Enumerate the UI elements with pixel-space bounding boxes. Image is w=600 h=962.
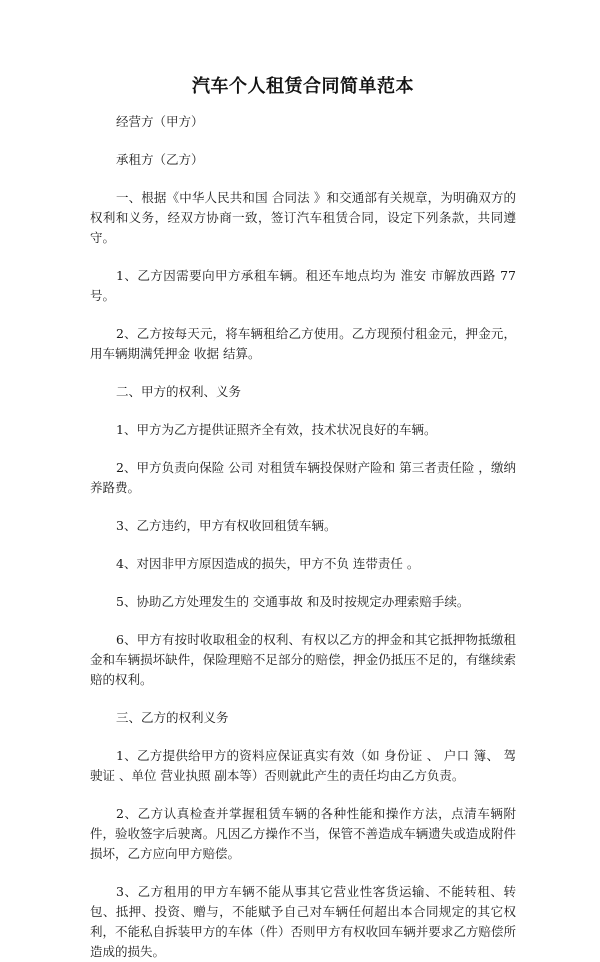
paragraph: 二、甲方的权利、义务 <box>116 384 242 399</box>
paragraph: 3、乙方违约，甲方有权收回租赁车辆。 <box>116 518 337 533</box>
paragraph: 一、根据《中华人民共和国 合同法 》和交通部有关规章，为明确双方的权利和义务，经双方协商一致，签订汽车租赁合同，设定下列条款，共同遵守。 <box>90 190 516 245</box>
document-title: 汽车个人租赁合同简单范本 <box>192 76 414 97</box>
paragraph: 2、乙方按每天元，将车辆租给乙方使用。乙方现预付租金元，押金元，用车辆期满凭押金 收据 结算。 <box>90 326 516 361</box>
paragraph: 4、对因非甲方原因造成的损失，甲方不负 连带责任 。 <box>116 556 420 571</box>
paragraph: 2、乙方认真检查并掌握租赁车辆的各种性能和操作方法，点清车辆附件，验收签字后驶离。凡因乙方操作不当，保管不善造成车辆遗失或造成附件损坏，乙方应向甲方赔偿。 <box>90 806 516 861</box>
paragraph: 承租方（乙方） <box>116 152 204 167</box>
paragraph: 3、乙方租用的甲方车辆不能从事其它营业性客货运输、不能转租、转包、抵押、投资、赠与，不能赋予自己对车辆任何超出本合同规定的其它权利，不能私自拆装甲方的车体（件）否则甲方有权收回车辆并要求乙方赔偿所造成的损失。 <box>90 884 516 959</box>
paragraph: 1、乙方提供给甲方的资料应保证真实有效（如 身份证 、 户口 簿、 驾驶证 、单位 营业执照 副本等）否则就此产生的责任均由乙方负责。 <box>90 748 516 783</box>
paragraph: 三、乙方的权利义务 <box>116 710 229 725</box>
paragraph: 2、甲方负责向保险 公司 对租赁车辆投保财产险和 第三者责任险 ，缴纳养路费。 <box>90 460 516 495</box>
paragraph: 6、甲方有按时收取租金的权利、有权以乙方的押金和其它抵押物抵缴租金和车辆损坏缺件，保险理赔不足部分的赔偿，押金仍抵压不足的，有继续索赔的权利。 <box>90 632 516 687</box>
paragraph: 1、乙方因需要向甲方承租车辆。租还车地点均为 淮安 市解放西路 77 号。 <box>90 268 516 303</box>
paragraph: 经营方（甲方） <box>116 114 204 129</box>
paragraph: 1、甲方为乙方提供证照齐全有效，技术状况良好的车辆。 <box>116 422 437 437</box>
document-body <box>90 112 516 962</box>
paragraph: 5、协助乙方处理发生的 交通事故 和及时按规定办理索赔手续。 <box>116 594 470 609</box>
